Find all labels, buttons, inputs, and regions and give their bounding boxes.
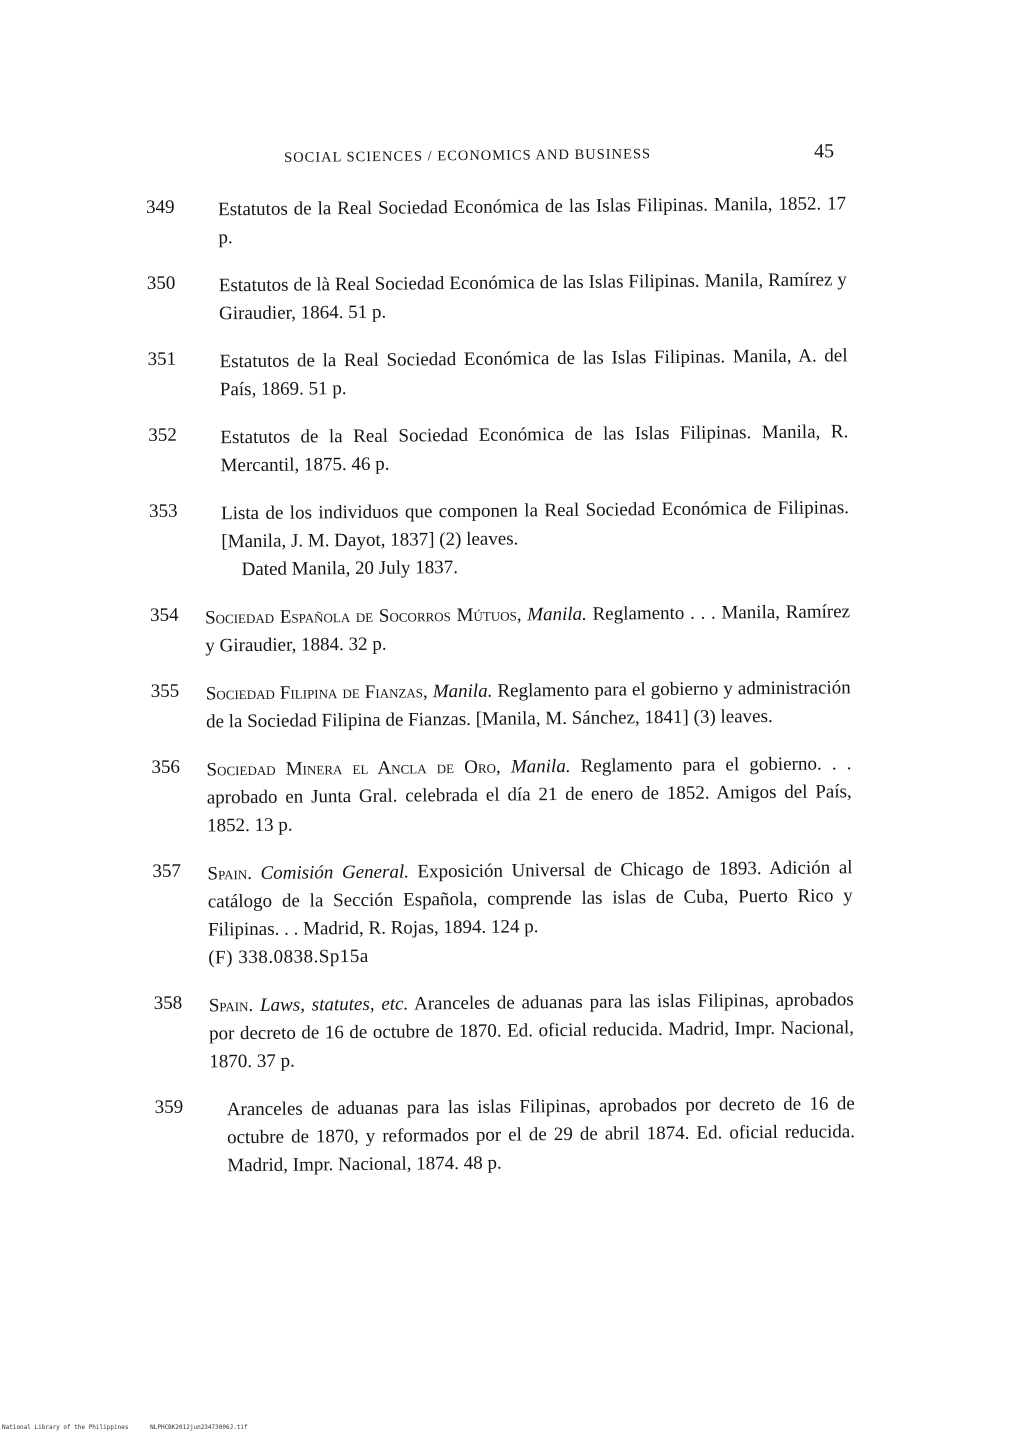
entry-number: 354 bbox=[149, 604, 179, 626]
entry-number: 355 bbox=[150, 680, 180, 702]
entry-349 bbox=[146, 190, 847, 253]
entry-number: 351 bbox=[147, 348, 177, 370]
entry-text bbox=[206, 674, 852, 736]
entry-351 bbox=[147, 342, 848, 405]
entry-author: Sociedad Filipina de Fianzas, bbox=[205, 681, 428, 705]
entry-place: Manila. bbox=[432, 680, 493, 703]
entry-354 bbox=[150, 598, 851, 661]
entry-350 bbox=[147, 266, 848, 329]
entry-text bbox=[206, 750, 852, 840]
entry-note: Dated Manila, 20 July 1837. bbox=[241, 557, 459, 581]
entry-author: Sociedad Española de Socorros Mútuos, bbox=[204, 604, 522, 629]
entry-358 bbox=[154, 986, 855, 1077]
entry-text bbox=[209, 986, 855, 1076]
entry-359 bbox=[155, 1090, 856, 1181]
entry-number: 358 bbox=[153, 992, 183, 1014]
entry-place: Manila. bbox=[510, 755, 571, 778]
entry-text: Estatutos de la Real Sociedad Económica de las Islas Filipinas. Manila, R. Mercantil, 1875. 46 p. bbox=[220, 421, 849, 477]
entry-place: Comisión General. bbox=[260, 861, 410, 884]
bibliography-list bbox=[146, 190, 856, 1201]
call-number: (F) 338.0838.Sp15a bbox=[208, 945, 369, 969]
entry-body: Reglamento . . . Manila, Ramírez y Giraudier, 1884. 32 p. bbox=[205, 601, 851, 657]
entry-author: Sociedad Minera el Ancla de Oro, bbox=[206, 756, 501, 781]
entry-number: 352 bbox=[148, 424, 177, 446]
page-header bbox=[284, 140, 835, 178]
scan-footer bbox=[2, 1424, 248, 1431]
entry-number: 359 bbox=[154, 1096, 184, 1118]
entry-text bbox=[221, 494, 850, 584]
page-number: 45 bbox=[813, 140, 835, 163]
entry-body: Aranceles de aduanas para las islas Filipinas, aprobados por decreto de 16 de octubre de 1870. Ed. oficial reducida. Madrid, Impr. Nacional, 1870. 37 p. bbox=[208, 989, 855, 1073]
entry-number: 349 bbox=[146, 196, 175, 218]
entry-355 bbox=[151, 674, 852, 737]
entry-353 bbox=[149, 494, 850, 585]
entry-text bbox=[207, 854, 853, 972]
entry-text: Estatutos de la Real Sociedad Económica de las Islas Filipinas. Manila, A. del País, 1869. 51 p. bbox=[219, 345, 848, 401]
entry-text: Estatutos de là Real Sociedad Económica de las Islas Filipinas. Manila, Ramírez y Giraudier, 1864. 51 p. bbox=[218, 269, 847, 325]
entry-author: Spain. bbox=[208, 995, 254, 1017]
entry-place: Manila. bbox=[527, 603, 587, 626]
footer-library: National Library of the Philippines bbox=[2, 1424, 129, 1431]
entry-357 bbox=[152, 854, 853, 973]
entry-number: 353 bbox=[148, 500, 178, 522]
entry-number: 356 bbox=[151, 756, 181, 778]
entry-number: 350 bbox=[146, 272, 176, 294]
running-head: SOCIAL SCIENCES / ECONOMICS AND BUSINESS bbox=[284, 146, 652, 166]
entry-body: Lista de los individuos que componen la Real Sociedad Económica de Filipinas. [Manila, J. M. Dayot, 1837] (2) leaves. bbox=[220, 497, 850, 553]
entry-author: Spain. bbox=[207, 863, 253, 885]
entry-number: 357 bbox=[152, 860, 182, 882]
entry-body: Reglamento para el gobierno. . . aprobado en Junta Gral. celebrada el día 21 de enero de 1852. Amigos del País, 1852. 13 p. bbox=[206, 753, 852, 837]
entry-text: Aranceles de aduanas para las islas Filipinas, aprobados por decreto de 16 de octubre de 1870, y reformados por el de 29 de abril 1874. Ed. oficial reducida. Madrid, Impr. Nacional, 1874. 48 p. bbox=[226, 1093, 856, 1177]
entry-place: Laws, statutes, etc. bbox=[259, 993, 409, 1016]
entry-body: Reglamento para el gobierno y administración de la Sociedad Filipina de Fianzas. [Manila, M. Sánchez, 1841] (3) leaves. bbox=[205, 677, 851, 733]
entry-352 bbox=[148, 418, 849, 481]
entry-356 bbox=[151, 750, 852, 841]
entry-body: Exposición Universal de Chicago de 1893. Adición al catálogo de la Sección Española, comprende las islas de Cuba, Puerto Rico y Filipinas. . . Madrid, R. Rojas, 1894. 124 p. bbox=[207, 857, 853, 941]
entry-text: Estatutos de la Real Sociedad Económica de las Islas Filipinas. Manila, 1852. 17 p. bbox=[218, 193, 847, 249]
footer-file-id: NLPHCBK2012jun23473006J.tif bbox=[150, 1424, 248, 1431]
entry-text bbox=[205, 598, 851, 660]
